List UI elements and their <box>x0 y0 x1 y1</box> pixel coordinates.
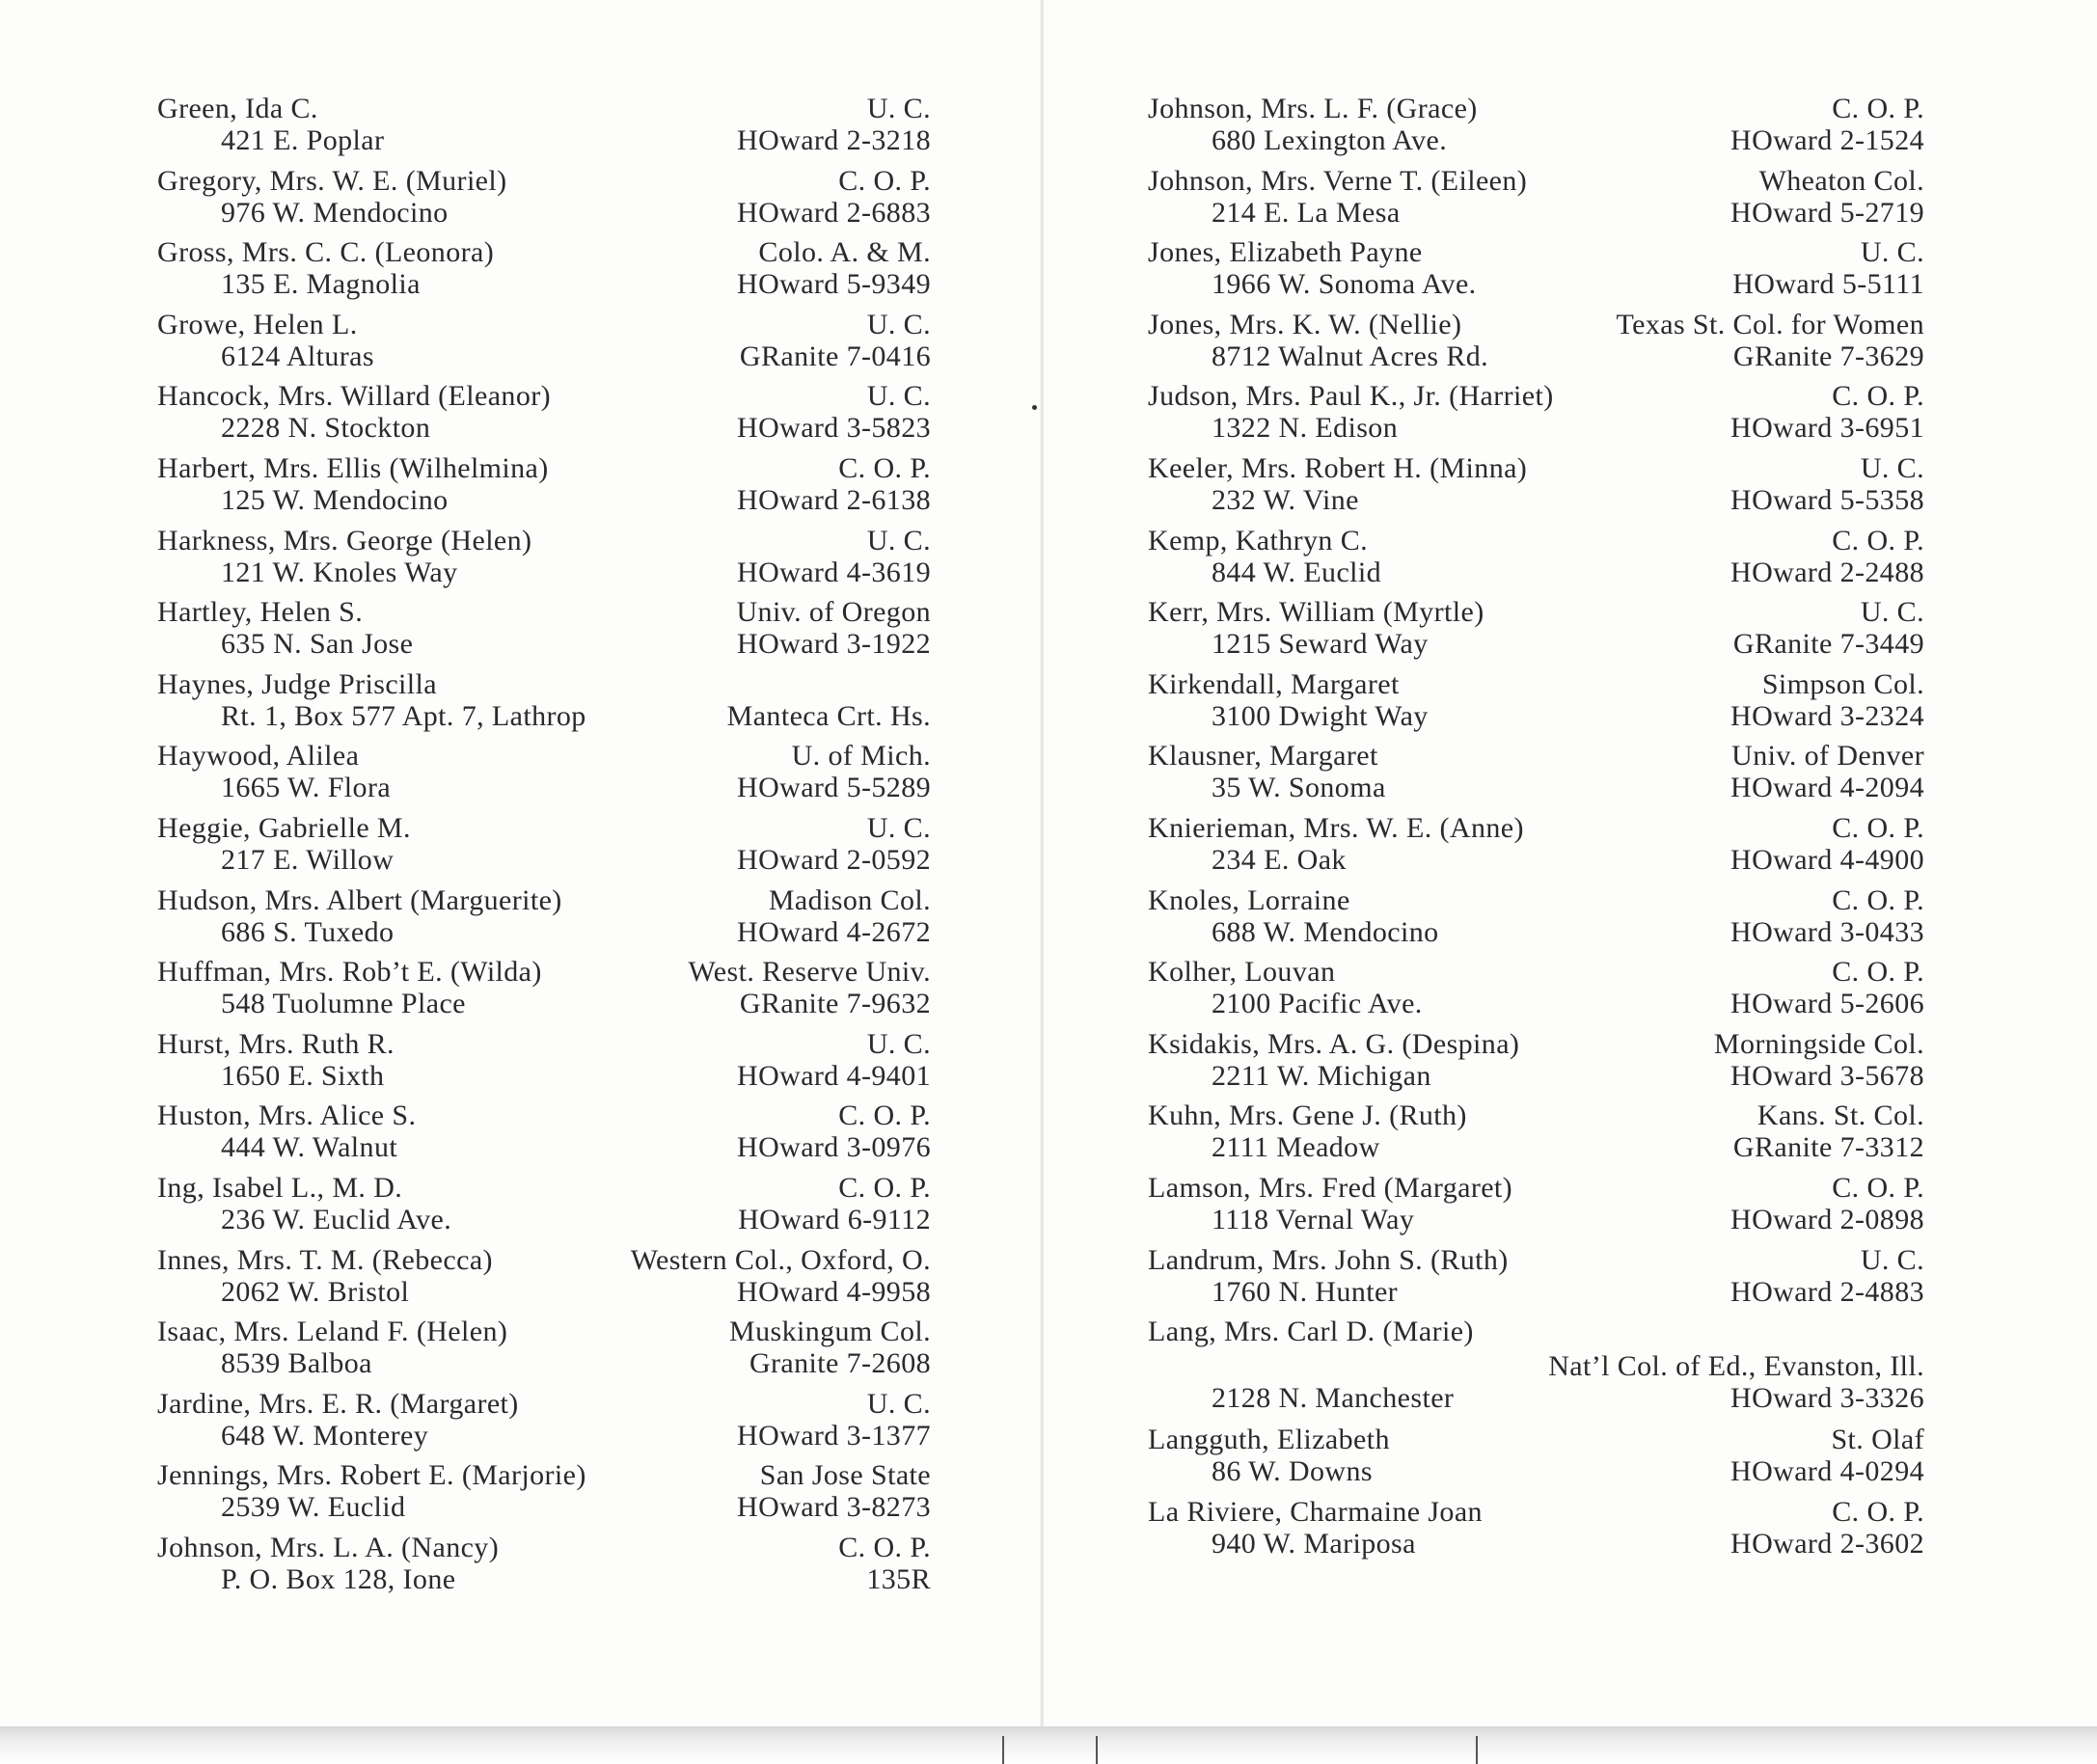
member-address: 217 E. Willow <box>221 843 395 876</box>
member-phone: HOward 4-2672 <box>737 915 931 948</box>
member-school: St. Olaf <box>1831 1424 1924 1456</box>
member-address: 232 W. Vine <box>1212 483 1359 516</box>
directory-entry <box>157 1240 931 1313</box>
member-name: Knierieman, Mrs. W. E. (Anne) <box>1148 811 1524 844</box>
member-phone: HOward 5-5358 <box>1730 483 1924 516</box>
member-name: Huston, Mrs. Alice S. <box>157 1099 417 1132</box>
directory-entry <box>1148 376 1924 448</box>
member-name: Hudson, Mrs. Albert (Marguerite) <box>157 883 562 916</box>
member-school: Univ. of Oregon <box>736 596 931 629</box>
member-school: C. O. P. <box>1832 883 1924 916</box>
member-address: 2211 W. Michigan <box>1212 1059 1431 1092</box>
member-address: 548 Tuolumne Place <box>221 988 466 1020</box>
member-school: C. O. P. <box>838 451 931 484</box>
member-address: 135 E. Magnolia <box>221 268 421 301</box>
member-phone: HOward 5-2606 <box>1730 988 1924 1020</box>
directory-entry <box>1148 952 1924 1024</box>
directory-entry <box>1148 1096 1924 1168</box>
member-address: 2100 Pacific Ave. <box>1212 988 1423 1020</box>
member-name: Green, Ida C. <box>157 93 318 124</box>
directory-entry <box>157 305 931 377</box>
member-school: U. C. <box>866 380 931 413</box>
member-school: Colo. A. & M. <box>758 236 931 269</box>
member-phone: HOward 2-2488 <box>1730 556 1924 588</box>
member-address: 234 E. Oak <box>1212 843 1347 876</box>
member-address: 648 W. Monterey <box>221 1419 429 1452</box>
directory-entry <box>1148 232 1924 305</box>
member-phone: HOward 4-9401 <box>737 1059 931 1092</box>
scan-edge-mark <box>1002 1736 1004 1764</box>
member-name: Huffman, Mrs. Rob’t E. (Wilda) <box>157 956 542 989</box>
member-school: U. C. <box>866 93 931 124</box>
directory-entry <box>1148 1168 1924 1240</box>
member-address: 1215 Seward Way <box>1212 628 1429 661</box>
directory-entry <box>1148 665 1924 737</box>
right-page <box>1044 0 2097 1726</box>
member-school: U. C. <box>1860 236 1924 269</box>
member-address: 6124 Alturas <box>221 339 374 372</box>
member-school: U. of Mich. <box>791 740 931 773</box>
member-school: C. O. P. <box>1832 1171 1924 1204</box>
member-name: Judson, Mrs. Paul K., Jr. (Harriet) <box>1148 380 1554 413</box>
member-address: 86 W. Downs <box>1212 1455 1373 1488</box>
directory-entry <box>157 1312 931 1384</box>
member-name: Lamson, Mrs. Fred (Margaret) <box>1148 1171 1513 1204</box>
member-address: 1665 W. Flora <box>221 772 392 804</box>
member-name: Kuhn, Mrs. Gene J. (Ruth) <box>1148 1099 1467 1132</box>
member-phone: HOward 2-0592 <box>737 843 931 876</box>
member-school: C. O. P. <box>838 164 931 197</box>
member-name: Gross, Mrs. C. C. (Leonora) <box>157 236 495 269</box>
member-phone: HOward 3-0433 <box>1730 915 1924 948</box>
directory-entry <box>157 1384 931 1456</box>
member-address: 680 Lexington Ave. <box>1212 124 1448 156</box>
member-name: Haynes, Judge Priscilla <box>157 667 437 700</box>
member-name: Hartley, Helen S. <box>157 596 364 629</box>
member-name: Jennings, Mrs. Robert E. (Marjorie) <box>157 1459 586 1492</box>
member-phone: Granite 7-2608 <box>749 1347 931 1380</box>
member-school: C. O. P. <box>1832 956 1924 989</box>
member-address: 2128 N. Manchester <box>1212 1382 1455 1415</box>
member-name: Kirkendall, Margaret <box>1148 667 1400 700</box>
member-phone: HOward 5-5111 <box>1732 268 1924 301</box>
directory-entry <box>1148 808 1924 881</box>
directory-entry <box>1148 592 1924 665</box>
member-address: 8712 Walnut Acres Rd. <box>1212 339 1489 372</box>
member-phone: HOward 2-0898 <box>1730 1203 1924 1235</box>
member-phone: HOward 2-1524 <box>1730 124 1924 156</box>
member-address: 2228 N. Stockton <box>221 412 431 445</box>
member-phone: GRanite 7-3449 <box>1732 628 1924 661</box>
member-name: Keeler, Mrs. Robert H. (Minna) <box>1148 451 1528 484</box>
member-phone: HOward 3-1377 <box>737 1419 931 1452</box>
directory-entry <box>1148 1240 1924 1313</box>
member-phone: HOward 2-6138 <box>737 483 931 516</box>
member-name: Hancock, Mrs. Willard (Eleanor) <box>157 380 551 413</box>
member-phone: HOward 4-2094 <box>1730 772 1924 804</box>
member-name: Hurst, Mrs. Ruth R. <box>157 1027 395 1060</box>
member-school: U. C. <box>1860 451 1924 484</box>
directory-entry <box>157 592 931 665</box>
member-name: Kerr, Mrs. William (Myrtle) <box>1148 596 1484 629</box>
member-phone: HOward 5-2719 <box>1730 196 1924 229</box>
member-name: Harkness, Mrs. George (Helen) <box>157 524 532 556</box>
member-name: Harbert, Mrs. Ellis (Wilhelmina) <box>157 451 549 484</box>
member-phone: Manteca Crt. Hs. <box>726 699 931 732</box>
directory-entry <box>157 808 931 881</box>
member-address: 688 W. Mendocino <box>1212 915 1439 948</box>
member-name: Growe, Helen L. <box>157 308 358 340</box>
member-school: C. O. P. <box>838 1099 931 1132</box>
member-name: Johnson, Mrs. L. F. (Grace) <box>1148 93 1478 124</box>
directory-entry <box>157 1528 931 1600</box>
directory-entry <box>157 521 931 593</box>
member-name: Gregory, Mrs. W. E. (Muriel) <box>157 164 507 197</box>
member-phone: HOward 5-9349 <box>737 268 931 301</box>
directory-entry <box>157 1024 931 1097</box>
directory-entry <box>1148 1492 1924 1564</box>
member-address: 1118 Vernal Way <box>1212 1203 1415 1235</box>
member-school: U. C. <box>866 308 931 340</box>
member-phone: HOward 3-8273 <box>737 1491 931 1524</box>
member-phone: HOward 2-6883 <box>737 196 931 229</box>
member-address: 121 W. Knoles Way <box>221 556 458 588</box>
member-name: Heggie, Gabrielle M. <box>157 811 411 844</box>
member-phone: 135R <box>866 1562 931 1595</box>
member-address: 976 W. Mendocino <box>221 196 449 229</box>
member-school: C. O. P. <box>838 1531 931 1563</box>
directory-entry <box>157 952 931 1024</box>
directory-entry <box>1148 1024 1924 1097</box>
member-phone: HOward 2-3602 <box>1730 1527 1924 1560</box>
member-address: 236 W. Euclid Ave. <box>221 1203 452 1235</box>
member-name: Johnson, Mrs. Verne T. (Eileen) <box>1148 164 1528 197</box>
directory-entry <box>1148 521 1924 593</box>
member-phone: HOward 4-9958 <box>737 1275 931 1308</box>
directory-entry <box>1148 448 1924 521</box>
member-address: P. O. Box 128, Ione <box>221 1562 456 1595</box>
member-phone: HOward 4-0294 <box>1730 1455 1924 1488</box>
member-phone: HOward 3-0976 <box>737 1131 931 1164</box>
paper-speck <box>1032 405 1037 410</box>
member-name: Landrum, Mrs. John S. (Ruth) <box>1148 1243 1509 1276</box>
member-school: San Jose State <box>759 1459 931 1492</box>
member-address: 2062 W. Bristol <box>221 1275 410 1308</box>
member-school: Western Col., Oxford, O. <box>630 1243 931 1276</box>
right-directory-list <box>1148 89 1924 1563</box>
member-address: 686 S. Tuxedo <box>221 915 395 948</box>
member-address: 214 E. La Mesa <box>1212 196 1401 229</box>
member-address: 8539 Balboa <box>221 1347 372 1380</box>
directory-entry <box>157 1455 931 1528</box>
member-phone: HOward 5-5289 <box>737 772 931 804</box>
directory-entry <box>1148 736 1924 808</box>
member-phone: HOward 4-4900 <box>1730 843 1924 876</box>
member-name: Ksidakis, Mrs. A. G. (Despina) <box>1148 1027 1520 1060</box>
scan-bottom-edge <box>0 1726 2097 1764</box>
member-phone: HOward 3-5823 <box>737 412 931 445</box>
member-phone: HOward 4-3619 <box>737 556 931 588</box>
member-phone: GRanite 7-3629 <box>1732 339 1924 372</box>
directory-entry <box>1148 89 1924 161</box>
directory-entry <box>1148 1420 1924 1492</box>
member-name: Ing, Isabel L., M. D. <box>157 1171 403 1204</box>
member-address: 1322 N. Edison <box>1212 412 1399 445</box>
member-name: Klausner, Margaret <box>1148 740 1378 773</box>
member-school: U. C. <box>866 811 931 844</box>
member-address: 1760 N. Hunter <box>1212 1275 1399 1308</box>
member-name: Kolher, Louvan <box>1148 956 1336 989</box>
directory-entry <box>157 448 931 521</box>
directory-entry <box>157 89 931 161</box>
member-school: U. C. <box>1860 1243 1924 1276</box>
directory-entry <box>1148 881 1924 953</box>
member-phone: GRanite 7-9632 <box>739 988 931 1020</box>
member-phone: GRanite 7-0416 <box>739 339 931 372</box>
member-school: Morningside Col. <box>1713 1027 1924 1060</box>
member-name: Innes, Mrs. T. M. (Rebecca) <box>157 1243 493 1276</box>
member-name: Jones, Mrs. K. W. (Nellie) <box>1148 308 1462 340</box>
member-school: C. O. P. <box>1832 524 1924 556</box>
directory-entry <box>1148 161 1924 233</box>
member-name: Lang, Mrs. Carl D. (Marie) <box>1148 1316 1474 1348</box>
member-school: Kans. St. Col. <box>1757 1099 1924 1132</box>
member-phone: HOward 2-4883 <box>1730 1275 1924 1308</box>
member-school: C. O. P. <box>1832 1495 1924 1528</box>
member-name: Knoles, Lorraine <box>1148 883 1350 916</box>
directory-entry <box>157 881 931 953</box>
directory-entry <box>157 736 931 808</box>
member-address: 421 E. Poplar <box>221 124 385 156</box>
member-school: West. Reserve Univ. <box>688 956 931 989</box>
member-school: Simpson Col. <box>1761 667 1924 700</box>
member-address: 844 W. Euclid <box>1212 556 1382 588</box>
directory-entry <box>157 232 931 305</box>
directory-entry <box>157 665 931 737</box>
member-school: C. O. P. <box>1832 93 1924 124</box>
member-address: 2111 Meadow <box>1212 1131 1380 1164</box>
member-address: 3100 Dwight Way <box>1212 699 1429 732</box>
member-address: 2539 W. Euclid <box>221 1491 406 1524</box>
member-name: La Riviere, Charmaine Joan <box>1148 1495 1483 1528</box>
member-name: Kemp, Kathryn C. <box>1148 524 1369 556</box>
member-address: 940 W. Mariposa <box>1212 1527 1416 1560</box>
member-phone: HOward 2-3218 <box>737 124 931 156</box>
member-address: 125 W. Mendocino <box>221 483 449 516</box>
directory-entry <box>157 376 931 448</box>
member-school: Wheaton Col. <box>1758 164 1924 197</box>
member-school: C. O. P. <box>1832 380 1924 413</box>
member-school: C. O. P. <box>838 1171 931 1204</box>
member-school: Univ. of Denver <box>1731 740 1924 773</box>
member-name: Haywood, Alilea <box>157 740 360 773</box>
directory-entry <box>157 1168 931 1240</box>
member-name: Isaac, Mrs. Leland F. (Helen) <box>157 1316 508 1348</box>
member-name: Jardine, Mrs. E. R. (Margaret) <box>157 1387 519 1420</box>
directory-entry <box>1148 1312 1924 1420</box>
member-address: 444 W. Walnut <box>221 1131 398 1164</box>
directory-entry <box>157 161 931 233</box>
member-phone: HOward 3-3326 <box>1730 1382 1924 1415</box>
member-name: Johnson, Mrs. L. A. (Nancy) <box>157 1531 500 1563</box>
member-phone: HOward 3-2324 <box>1730 699 1924 732</box>
scan-edge-mark <box>1476 1736 1478 1764</box>
member-phone: HOward 3-5678 <box>1730 1059 1924 1092</box>
member-address: 1966 W. Sonoma Ave. <box>1212 268 1477 301</box>
member-school: Muskingum Col. <box>729 1316 931 1348</box>
member-address: 1650 E. Sixth <box>221 1059 385 1092</box>
member-phone: GRanite 7-3312 <box>1732 1131 1924 1164</box>
directory-entry <box>157 1096 931 1168</box>
member-address: Rt. 1, Box 577 Apt. 7, Lathrop <box>221 699 586 732</box>
member-name: Jones, Elizabeth Payne <box>1148 236 1423 269</box>
member-school: Madison Col. <box>768 883 931 916</box>
member-school: U. C. <box>866 1027 931 1060</box>
member-school: C. O. P. <box>1832 811 1924 844</box>
directory-entry <box>1148 305 1924 377</box>
member-school: U. C. <box>866 1387 931 1420</box>
member-school: U. C. <box>1860 596 1924 629</box>
member-address: 635 N. San Jose <box>221 628 414 661</box>
left-page <box>0 0 1042 1726</box>
member-school: Nat’l Col. of Ed., Evanston, Ill. <box>1548 1350 1924 1383</box>
scan-edge-mark <box>1096 1736 1098 1764</box>
member-phone: HOward 6-9112 <box>738 1203 931 1235</box>
member-phone: HOward 3-6951 <box>1730 412 1924 445</box>
member-phone: HOward 3-1922 <box>737 628 931 661</box>
left-directory-list <box>157 89 931 1599</box>
member-name: Langguth, Elizabeth <box>1148 1424 1390 1456</box>
member-school: U. C. <box>866 524 931 556</box>
member-school: Texas St. Col. for Women <box>1616 308 1924 340</box>
member-address: 35 W. Sonoma <box>1212 772 1386 804</box>
